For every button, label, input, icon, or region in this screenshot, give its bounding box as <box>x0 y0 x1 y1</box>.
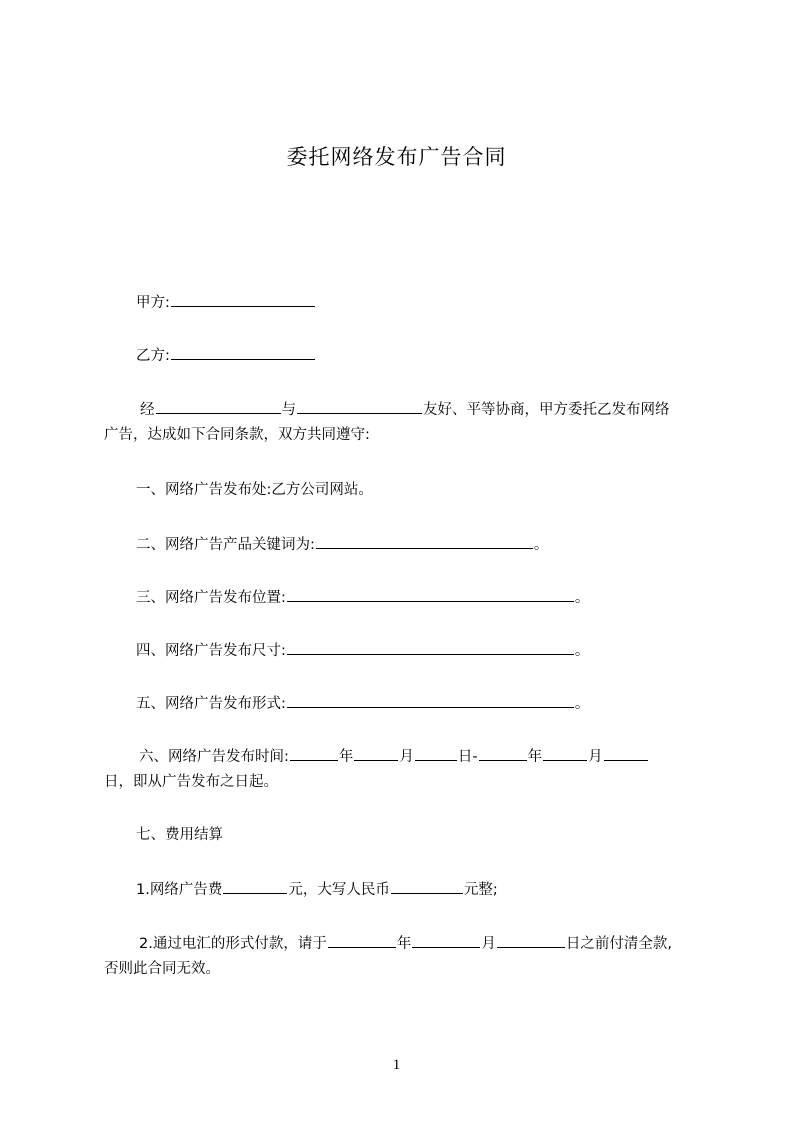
party-a-blank[interactable] <box>171 291 315 307</box>
clause-4 <box>136 639 736 661</box>
clause-4-end: 。 <box>574 643 590 659</box>
intro-blank-1[interactable] <box>156 398 281 414</box>
clause-6-label: 六、网络广告发布时间: <box>139 749 289 765</box>
clause-2 <box>136 533 736 555</box>
clause-2-end: 。 <box>533 537 549 553</box>
clause-4-blank[interactable] <box>287 639 574 655</box>
intro-line-1 <box>140 398 740 420</box>
clause-6-day-blank-2[interactable] <box>604 745 648 761</box>
intro-blank-2[interactable] <box>297 398 422 414</box>
fee-end: 元整; <box>463 882 498 898</box>
fee-capital-blank[interactable] <box>391 878 463 894</box>
clause-6-year-2: 年 <box>527 749 543 765</box>
document-title: 委托网络发布广告合同 <box>286 145 507 169</box>
intro-suffix: 友好、平等协商，甲方委托乙发布网络 <box>423 402 670 418</box>
intro-prefix: 经 <box>140 402 155 418</box>
fee-unit: 元，大写人民币 <box>288 882 390 898</box>
clause-6-day-dash: 日- <box>457 749 478 765</box>
clause-3-blank[interactable] <box>287 586 574 602</box>
clause-5-end: 。 <box>574 696 590 712</box>
clause-6-month-blank-1[interactable] <box>354 745 398 761</box>
page-number: 1 <box>392 1057 401 1073</box>
clause-6-year-blank-1[interactable] <box>290 745 338 761</box>
clause-6-month-blank-2[interactable] <box>543 745 587 761</box>
clause-5 <box>136 692 736 714</box>
intro-middle: 与 <box>281 402 296 418</box>
clause-6-day-blank-1[interactable] <box>415 745 457 761</box>
payment-end: 日之前付清全款, <box>565 936 672 952</box>
clause-7-item-2-line-2: 否则此合同无效。 <box>104 961 220 977</box>
clause-4-label: 四、网络广告发布尺寸: <box>136 643 286 659</box>
clause-3-end: 。 <box>574 590 590 606</box>
clause-6-month-2: 月 <box>588 749 603 765</box>
clause-7-heading: 七、费用结算 <box>136 827 223 843</box>
intro-line-2: 广告，达成如下合同条款，双方共同遵守: <box>104 427 370 443</box>
payment-label: 2.通过电汇的形式付款，请于 <box>139 936 327 952</box>
payment-day-blank[interactable] <box>497 932 565 948</box>
fee-label: 1.网络广告费 <box>136 882 223 898</box>
clause-3-label: 三、网络广告发布位置: <box>136 590 286 606</box>
clause-6-month-1: 月 <box>399 749 414 765</box>
payment-month: 月 <box>481 936 496 952</box>
clause-6-line-1 <box>139 745 739 767</box>
clause-2-blank[interactable] <box>316 533 533 549</box>
clause-5-blank[interactable] <box>287 692 574 708</box>
fee-amount-blank[interactable] <box>223 878 287 894</box>
clause-7-item-2-line-1 <box>139 932 739 954</box>
payment-year-blank[interactable] <box>328 932 396 948</box>
party-b-line <box>136 344 736 366</box>
clause-6-year-1: 年 <box>338 749 354 765</box>
clause-1: 一、网络广告发布处:乙方公司网站。 <box>136 482 373 498</box>
party-b-blank[interactable] <box>171 344 315 360</box>
clause-6-line-2: 日，即从广告发布之日起。 <box>104 774 278 790</box>
clause-5-label: 五、网络广告发布形式: <box>136 696 286 712</box>
clause-7-item-1 <box>136 878 736 900</box>
clause-2-label: 二、网络广告产品关键词为: <box>136 537 315 553</box>
clause-3 <box>136 586 736 608</box>
party-a-label: 甲方: <box>136 295 170 311</box>
party-a-line <box>136 291 736 313</box>
payment-year: 年 <box>396 936 412 952</box>
payment-month-blank[interactable] <box>412 932 480 948</box>
party-b-label: 乙方: <box>136 348 170 364</box>
clause-6-year-blank-2[interactable] <box>479 745 527 761</box>
